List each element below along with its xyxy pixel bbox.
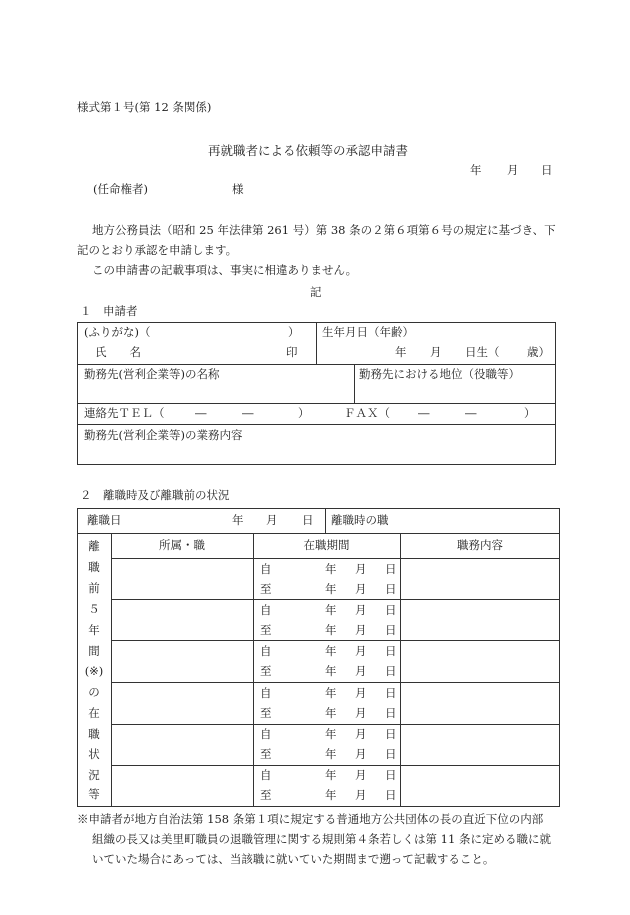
retire-month: 月: [266, 513, 278, 527]
birth-age: 歳）: [527, 345, 550, 359]
side-char: 間: [88, 644, 100, 658]
from-year: 年: [325, 644, 337, 658]
body-line-3: この申請書の記載事項は、事実に相違ありません。: [92, 263, 358, 277]
business-label: 勤務先(営利企業等)の業務内容: [84, 428, 243, 442]
side-char: 在: [88, 706, 100, 720]
side-char: ５: [88, 602, 100, 616]
page-title: 再就職者による依頼等の承認申請書: [208, 143, 409, 158]
employer-name-label: 勤務先(営利企業等)の名称: [84, 367, 220, 381]
body-line-2: 記のとおり承認を申請します。: [77, 243, 238, 257]
from-month: 月: [355, 644, 367, 658]
from-label: 自: [260, 686, 272, 700]
to-label: 至: [260, 623, 272, 637]
from-month: 月: [355, 768, 367, 782]
history-table: [77, 508, 560, 807]
retire-post-label: 離職時の職: [331, 513, 389, 527]
to-month: 月: [355, 664, 367, 678]
from-label: 自: [260, 727, 272, 741]
from-label: 自: [260, 603, 272, 617]
form-label: 様式第１号(第 12 条関係): [77, 100, 212, 114]
fax-dash-2: ―: [465, 406, 477, 420]
to-year: 年: [325, 582, 337, 596]
from-day: 日: [385, 562, 397, 576]
from-day: 日: [385, 768, 397, 782]
side-char: 等: [88, 787, 100, 801]
tel-label: 連絡先ＴＥＬ（: [84, 406, 165, 420]
from-day: 日: [385, 727, 397, 741]
body-line-1: 地方公務員法（昭和 25 年法律第 261 号）第 38 条の２第６項第６号の規定に基づき、下: [92, 223, 556, 237]
to-day: 日: [385, 788, 397, 802]
to-year: 年: [325, 706, 337, 720]
to-label: 至: [260, 664, 272, 678]
note-line-1: ※申請者が地方自治法第 158 条第１項に規定する普通地方公共団体の長の直近下位の内部: [77, 812, 544, 826]
date-year: 年: [470, 163, 482, 177]
col-duties: 職務内容: [457, 538, 503, 552]
birth-year: 年: [395, 345, 407, 359]
to-label: 至: [260, 706, 272, 720]
ki-mark: 記: [310, 285, 322, 299]
side-char: 状: [88, 747, 100, 761]
to-year: 年: [325, 747, 337, 761]
name-label: 氏 名: [95, 345, 141, 359]
retire-day: 日: [302, 513, 314, 527]
to-label: 至: [260, 788, 272, 802]
col-affiliation: 所属・職: [159, 538, 205, 552]
furigana-close: ）: [288, 325, 300, 339]
birth-month: 月: [430, 345, 442, 359]
to-month: 月: [355, 623, 367, 637]
from-month: 月: [355, 562, 367, 576]
side-char: 職: [88, 560, 100, 574]
from-label: 自: [260, 562, 272, 576]
to-year: 年: [325, 664, 337, 678]
from-day: 日: [385, 686, 397, 700]
from-month: 月: [355, 727, 367, 741]
addressee-label: (任命権者): [93, 182, 148, 196]
date-day: 日: [541, 163, 553, 177]
to-label: 至: [260, 582, 272, 596]
to-year: 年: [325, 623, 337, 637]
section1-heading: １ 申請者: [80, 304, 138, 318]
section2-heading: ２ 離職時及び離職前の状況: [80, 488, 230, 502]
furigana-label: (ふりがな)（: [84, 325, 151, 339]
fax-close: ）: [524, 406, 536, 420]
side-char: 年: [88, 623, 100, 637]
tel-close: ）: [298, 406, 310, 420]
side-char: 前: [88, 581, 100, 595]
to-month: 月: [355, 582, 367, 596]
to-day: 日: [385, 747, 397, 761]
to-day: 日: [385, 706, 397, 720]
side-char: (※): [84, 664, 104, 678]
to-day: 日: [385, 582, 397, 596]
employer-position-label: 勤務先における地位（役職等）: [359, 367, 520, 381]
from-year: 年: [325, 562, 337, 576]
tel-dash-2: ―: [242, 406, 254, 420]
to-month: 月: [355, 747, 367, 761]
side-char: の: [88, 685, 100, 699]
addressee-honorific: 様: [232, 182, 244, 196]
from-year: 年: [325, 686, 337, 700]
note-line-2: 組織の長又は美里町職員の退職管理に関する規則第４条若しくは第 11 条に定める職に就: [92, 832, 551, 846]
fax-label: ＦＡＸ（: [344, 406, 390, 420]
side-char: 況: [88, 768, 100, 782]
birth-day: 日生（: [465, 345, 500, 359]
from-label: 自: [260, 768, 272, 782]
retire-year: 年: [232, 513, 244, 527]
side-char: 職: [88, 727, 100, 741]
retire-date-label: 離職日: [87, 513, 122, 527]
from-year: 年: [325, 768, 337, 782]
to-day: 日: [385, 623, 397, 637]
date-month: 月: [507, 163, 519, 177]
birth-label: 生年月日（年齢）: [322, 325, 414, 339]
seal-mark: 印: [286, 345, 298, 359]
to-month: 月: [355, 788, 367, 802]
to-year: 年: [325, 788, 337, 802]
from-month: 月: [355, 686, 367, 700]
from-year: 年: [325, 603, 337, 617]
to-day: 日: [385, 664, 397, 678]
side-char: 離: [88, 539, 100, 553]
col-period: 在職期間: [303, 538, 350, 552]
from-year: 年: [325, 727, 337, 741]
from-month: 月: [355, 603, 367, 617]
tel-dash-1: ―: [195, 406, 207, 420]
from-label: 自: [260, 644, 272, 658]
note-line-3: いていた場合にあっては、当該職に就いていた期間まで遡って記載すること。: [92, 852, 495, 866]
from-day: 日: [385, 603, 397, 617]
fax-dash-1: ―: [418, 406, 430, 420]
from-day: 日: [385, 644, 397, 658]
to-label: 至: [260, 747, 272, 761]
to-month: 月: [355, 706, 367, 720]
